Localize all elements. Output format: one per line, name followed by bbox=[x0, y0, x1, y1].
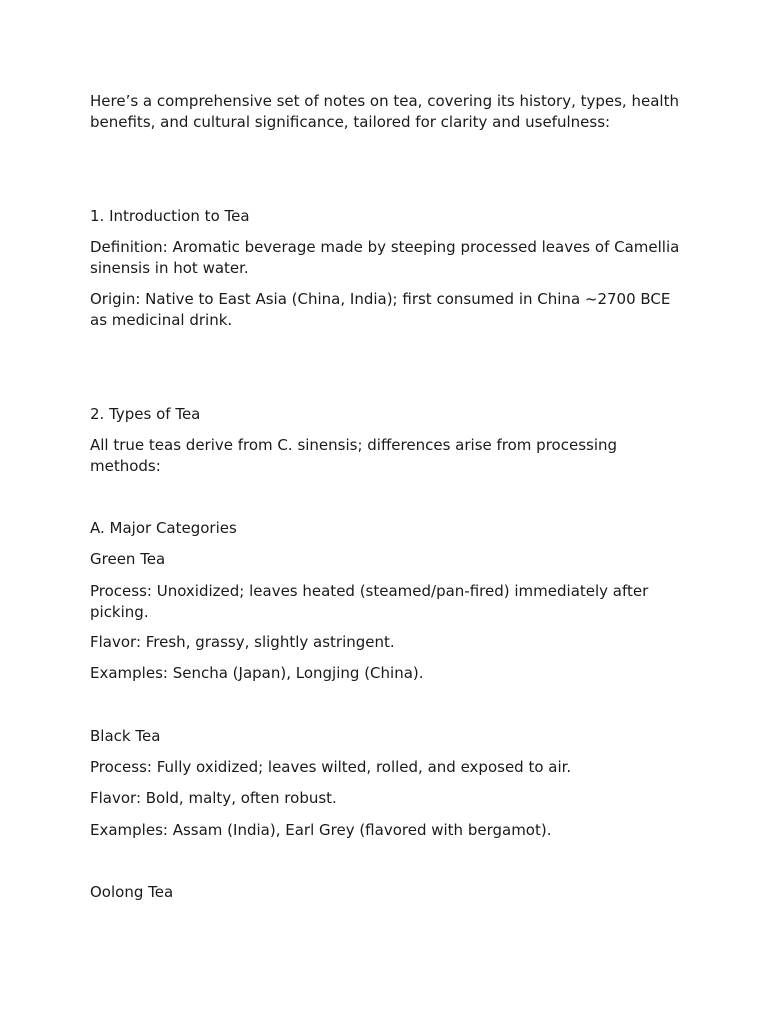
section-heading-types: 2. Types of Tea bbox=[90, 405, 201, 423]
definition-paragraph: Definition: Aromatic beverage made by steeping processed leaves of Camellia sinensis in hot water. bbox=[90, 238, 680, 277]
green-process: Process: Unoxidized; leaves heated (steamed/pan-fired) immediately after picking. bbox=[90, 582, 649, 621]
intro-paragraph: Here’s a comprehensive set of notes on tea, covering its history, types, health benefits, and cultural significance, tailored for clarity and usefulness: bbox=[90, 92, 679, 131]
green-flavor: Flavor: Fresh, grassy, slightly astringent. bbox=[90, 633, 395, 651]
subheading-major-categories: A. Major Categories bbox=[90, 519, 237, 537]
black-flavor: Flavor: Bold, malty, often robust. bbox=[90, 789, 337, 807]
types-summary-paragraph: All true teas derive from C. sinensis; differences arise from processing methods: bbox=[90, 436, 618, 475]
green-examples: Examples: Sencha (Japan), Longjing (China). bbox=[90, 664, 424, 682]
section-heading-introduction: 1. Introduction to Tea bbox=[90, 207, 250, 225]
tea-name-black: Black Tea bbox=[90, 727, 161, 745]
origin-paragraph: Origin: Native to East Asia (China, India); first consumed in China ~2700 BCE as medicinal drink. bbox=[90, 290, 671, 329]
tea-name-oolong: Oolong Tea bbox=[90, 883, 174, 901]
black-process: Process: Fully oxidized; leaves wilted, rolled, and exposed to air. bbox=[90, 758, 572, 776]
tea-name-green: Green Tea bbox=[90, 550, 166, 568]
black-examples: Examples: Assam (India), Earl Grey (flavored with bergamot). bbox=[90, 821, 552, 839]
